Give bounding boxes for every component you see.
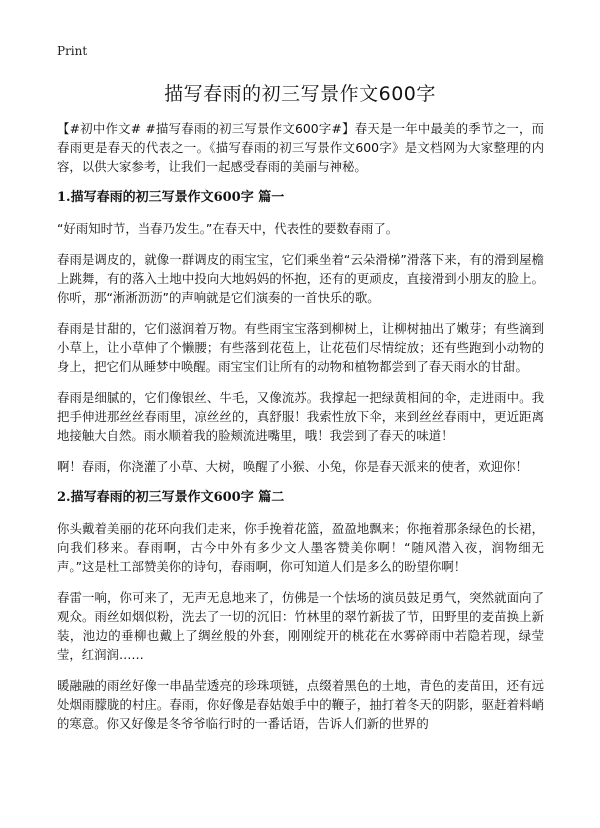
section-2-paragraph-1: 你头戴着美丽的花环向我们走来，你手挽着花篮，盈盈地飘来；你拖着那条绿色的长裙，向我们移来。春雨啊，古今中外有多少文人墨客赞美你啊！“随风潜入夜，润物细无声。”这是杜工部赞美你的诗句，春雨啊，你可知道人们是多么的盼望你啊！ bbox=[57, 521, 544, 574]
section-1-paragraph-4: 春雨是细腻的，它们像银丝、牛毛，又像流苏。我撑起一把绿黄相间的伞，走进雨中。我把手伸进那丝丝春雨里，凉丝丝的，真舒服！我索性放下伞，来到丝丝春雨中，更近距离地接触大自然。雨水顺着我的脸颊流进嘴里，哦！我尝到了春天的味道！ bbox=[57, 390, 544, 443]
article-body bbox=[57, 119, 544, 745]
intro-text: 春天是一年中最美的季节之一，而春雨更是春天的代表之一。《描写春雨的初三写景作文600字》是文档网为大家整理的内容，以供大家参考，让我们一起感受春雨的美丽与神秘。 bbox=[57, 121, 544, 174]
print-link[interactable]: Print bbox=[57, 44, 88, 58]
section-1-paragraph-1: “好雨知时节，当春乃发生。”在春天中，代表性的要数春雨了。 bbox=[57, 221, 399, 236]
intro-paragraph bbox=[57, 119, 544, 176]
section-heading-1: 1.描写春雨的初三写景作文600字 篇一 bbox=[57, 190, 285, 205]
section-2-paragraph-3: 暖融融的雨丝好像一串晶莹透亮的珍珠项链，点缀着黑色的土地，青色的麦苗田，还有远处烟雨朦胧的村庄。春雨，你好像是春姑娘手中的鞭子，抽打着冬天的阴影，驱赶着料峭的寒意。你又好像是冬爷爷临行时的一番话语，告诉人们新的世界的 bbox=[57, 678, 544, 731]
intro-tag-link[interactable]: 【#初中作文# #描写春雨的初三写景作文600字#】 bbox=[57, 121, 355, 136]
section-1-paragraph-5: 啊！春雨，你浇灌了小草、大树，唤醒了小猴、小兔，你是春天派来的使者，欢迎你！ bbox=[57, 459, 528, 474]
section-heading-2: 2.描写春雨的初三写景作文600字 篇二 bbox=[57, 490, 285, 505]
section-1-paragraph-3: 春雨是甘甜的，它们滋润着万物。有些雨宝宝落到柳树上，让柳树抽出了嫩芽；有些滴到小草上，让小草伸了个懒腰；有些落到花苞上，让花苞们尽情绽放；还有些跑到小动物的身上，把它们从睡梦中唤醒。雨宝宝们让所有的动物和植物都尝到了春天雨水的甘甜。 bbox=[57, 321, 544, 374]
section-2-paragraph-2: 春雷一响，你可来了，无声无息地来了，仿佛是一个怯场的演员鼓足勇气，突然就面向了观众。雨丝如烟似粉，洗去了一切的沉旧：竹林里的翠竹新拔了节，田野里的麦苗换上新装，池边的垂柳也戴上了绸丝般的外套，刚刚绽开的桃花在水雾碎雨中若隐若现，绿莹莹，红润润…… bbox=[57, 590, 544, 662]
section-1-paragraph-2: 春雨是调皮的，就像一群调皮的雨宝宝，它们乘坐着“云朵滑梯”滑落下来，有的滑到屋檐上跳舞，有的落入土地中投向大地妈妈的怀抱，还有的更顽皮，直接滑到小朋友的脸上。你听，那“淅淅沥沥”的声响就是它们演奏的一首快乐的歌。 bbox=[57, 252, 544, 305]
page-title: 描写春雨的初三写景作文600字 bbox=[164, 83, 436, 105]
